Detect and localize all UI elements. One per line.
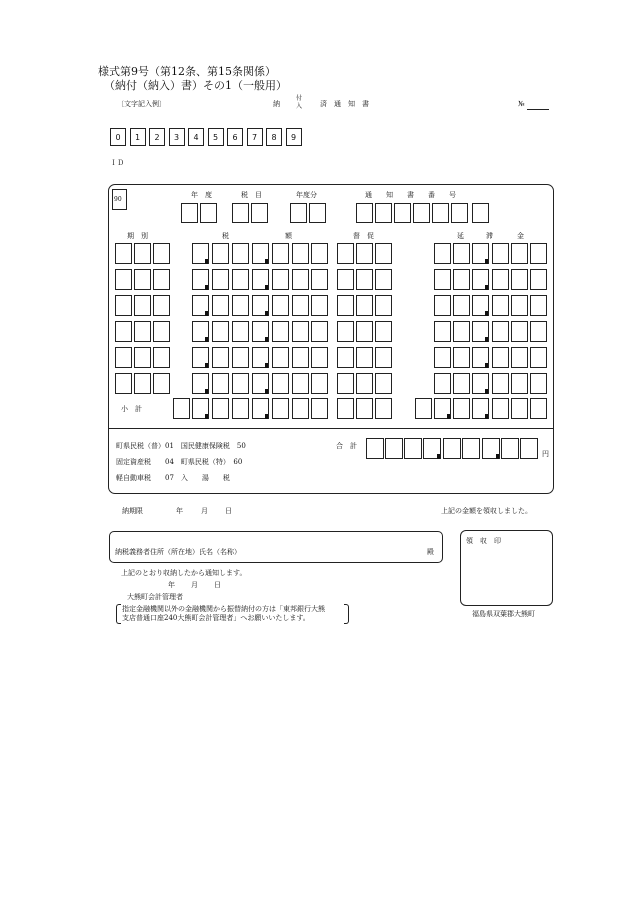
bracket-left — [116, 604, 121, 624]
total-cell[interactable] — [404, 438, 422, 459]
notice-title: 済 通 知 書 — [320, 100, 369, 108]
due-year: 年 — [176, 507, 183, 515]
subtotal-cell[interactable] — [530, 398, 547, 419]
grid-cell[interactable] — [472, 295, 489, 316]
subtotal-cell[interactable] — [232, 398, 249, 419]
grid-cell[interactable] — [252, 347, 269, 368]
grid-cell[interactable] — [356, 269, 373, 290]
grid-cell[interactable] — [252, 243, 269, 264]
form-divider — [108, 428, 554, 429]
total-cell[interactable] — [520, 438, 538, 459]
label-tax-amount-2: 額 — [285, 232, 292, 240]
grid-cell[interactable] — [511, 269, 528, 290]
grid-cell[interactable] — [453, 243, 470, 264]
top-entry-box[interactable] — [356, 203, 373, 223]
comma-marker — [496, 454, 499, 459]
notice-nou: 納 — [273, 100, 280, 108]
comma-marker — [205, 389, 208, 394]
grid-cell[interactable] — [212, 295, 229, 316]
number-underline — [527, 109, 549, 110]
tax-code-line-1: 町県民税（普）01 国民健康保険税 50 — [116, 442, 246, 450]
label-notice-number: 通 知 書 番 号 — [365, 191, 456, 199]
comma-marker — [485, 414, 488, 419]
grid-cell[interactable] — [434, 269, 451, 290]
total-cell[interactable] — [443, 438, 461, 459]
grid-cell[interactable] — [232, 321, 249, 342]
top-entry-box[interactable] — [413, 203, 430, 223]
grid-cell[interactable] — [134, 347, 151, 368]
grid-cell[interactable] — [530, 269, 547, 290]
grid-cell[interactable] — [434, 321, 451, 342]
comma-marker — [485, 311, 488, 316]
notice-text: 上記のとおり収納したから通知します。 — [121, 569, 247, 577]
grid-cell[interactable] — [232, 347, 249, 368]
total-cell[interactable] — [385, 438, 403, 459]
label-tax-item: 税 目 — [241, 191, 262, 199]
grid-cell[interactable] — [153, 347, 170, 368]
grid-cell[interactable] — [292, 321, 309, 342]
grid-cell[interactable] — [212, 243, 229, 264]
comma-marker — [265, 259, 268, 264]
grid-cell[interactable] — [212, 269, 229, 290]
comma-marker — [265, 285, 268, 290]
grid-cell[interactable] — [115, 243, 132, 264]
comma-marker — [485, 389, 488, 394]
grid-cell[interactable] — [153, 269, 170, 290]
due-day: 日 — [225, 507, 232, 515]
grid-cell[interactable] — [115, 321, 132, 342]
honorific: 殿 — [427, 548, 434, 556]
grid-cell[interactable] — [453, 347, 470, 368]
grid-cell[interactable] — [530, 295, 547, 316]
top-entry-box[interactable] — [394, 203, 411, 223]
total-cell[interactable] — [482, 438, 500, 459]
grid-cell[interactable] — [153, 295, 170, 316]
grid-cell[interactable] — [272, 347, 289, 368]
label-year-part: 年度分 — [296, 191, 317, 199]
digit-sample-box: 8 — [266, 128, 282, 146]
subtotal-cell[interactable] — [311, 398, 328, 419]
comma-marker — [205, 363, 208, 368]
grid-cell[interactable] — [434, 243, 451, 264]
grid-cell[interactable] — [212, 373, 229, 394]
total-label: 合 計 — [336, 442, 357, 450]
grid-cell[interactable] — [115, 347, 132, 368]
grid-cell[interactable] — [292, 347, 309, 368]
grid-cell[interactable] — [311, 243, 328, 264]
grid-cell[interactable] — [212, 321, 229, 342]
grid-cell[interactable] — [472, 269, 489, 290]
taxpayer-box — [109, 531, 443, 563]
total-cell[interactable] — [423, 438, 441, 459]
grid-cell[interactable] — [272, 321, 289, 342]
subtotal-cell[interactable] — [434, 398, 451, 419]
tax-code-line-3: 軽自動車税 07 入 湯 税 — [116, 474, 230, 482]
grid-cell[interactable] — [115, 373, 132, 394]
grid-cell[interactable] — [232, 243, 249, 264]
grid-cell[interactable] — [492, 347, 509, 368]
grid-cell[interactable] — [472, 347, 489, 368]
grid-cell[interactable] — [192, 243, 209, 264]
grid-cell[interactable] — [375, 373, 392, 394]
municipality: 福島県双葉郡大熊町 — [472, 610, 535, 618]
subtotal-cell[interactable] — [472, 398, 489, 419]
comma-marker — [205, 285, 208, 290]
grid-cell[interactable] — [252, 295, 269, 316]
due-month: 月 — [201, 507, 208, 515]
grid-cell[interactable] — [434, 295, 451, 316]
subtotal-cell[interactable] — [292, 398, 309, 419]
transfer-line-1: 指定金融機関以外の金融機関から振替納付の方は「東邦銀行大熊 — [122, 605, 325, 613]
grid-cell[interactable] — [492, 243, 509, 264]
grid-cell[interactable] — [356, 347, 373, 368]
grid-cell[interactable] — [337, 295, 354, 316]
comma-marker — [205, 311, 208, 316]
total-cell[interactable] — [366, 438, 384, 459]
grid-cell[interactable] — [356, 243, 373, 264]
grid-cell[interactable] — [192, 269, 209, 290]
subtotal-cell[interactable] — [453, 398, 470, 419]
grid-cell[interactable] — [292, 269, 309, 290]
digit-sample-box: 9 — [286, 128, 302, 146]
comma-marker — [265, 363, 268, 368]
grid-cell[interactable] — [530, 321, 547, 342]
comma-marker — [485, 363, 488, 368]
digit-sample-box: 2 — [149, 128, 165, 146]
subtotal-cell[interactable] — [212, 398, 229, 419]
grid-cell[interactable] — [472, 243, 489, 264]
notice-day: 日 — [214, 581, 221, 589]
top-entry-box[interactable] — [232, 203, 249, 223]
digit-sample-box: 3 — [169, 128, 185, 146]
grid-cell[interactable] — [252, 321, 269, 342]
comma-marker — [437, 454, 440, 459]
grid-cell[interactable] — [511, 321, 528, 342]
grid-cell[interactable] — [272, 295, 289, 316]
grid-cell[interactable] — [356, 373, 373, 394]
grid-cell[interactable] — [511, 373, 528, 394]
comma-marker — [265, 389, 268, 394]
grid-cell[interactable] — [337, 347, 354, 368]
subtotal-cell[interactable] — [375, 398, 392, 419]
top-entry-box[interactable] — [451, 203, 468, 223]
notice-month: 月 — [191, 581, 198, 589]
grid-cell[interactable] — [472, 373, 489, 394]
grid-cell[interactable] — [492, 269, 509, 290]
grid-cell[interactable] — [134, 373, 151, 394]
subtotal-cell[interactable] — [173, 398, 190, 419]
grid-cell[interactable] — [292, 243, 309, 264]
tax-code-line-2: 固定資産税 04 町県民税（特） 60 — [116, 458, 243, 466]
grid-cell[interactable] — [453, 373, 470, 394]
grid-cell[interactable] — [272, 373, 289, 394]
grid-cell[interactable] — [356, 295, 373, 316]
grid-cell[interactable] — [192, 321, 209, 342]
received-text: 上記の金額を領収しました。 — [441, 507, 532, 515]
digit-sample-box: 7 — [247, 128, 263, 146]
grid-cell[interactable] — [292, 295, 309, 316]
subtotal-cell[interactable] — [415, 398, 432, 419]
grid-cell[interactable] — [530, 243, 547, 264]
subtotal-cell[interactable] — [337, 398, 354, 419]
yen-label: 円 — [542, 450, 549, 458]
comma-marker — [447, 414, 450, 419]
subtotal-cell[interactable] — [252, 398, 269, 419]
grid-cell[interactable] — [492, 295, 509, 316]
subtotal-cell[interactable] — [492, 398, 509, 419]
grid-cell[interactable] — [434, 373, 451, 394]
comma-marker — [485, 285, 488, 290]
grid-cell[interactable] — [115, 295, 132, 316]
subtotal-cell[interactable] — [356, 398, 373, 419]
comma-marker — [205, 414, 208, 419]
label-late-fee-3: 金 — [517, 232, 524, 240]
total-cell[interactable] — [462, 438, 480, 459]
digit-sample-box: 5 — [208, 128, 224, 146]
total-cell[interactable] — [501, 438, 519, 459]
grid-cell[interactable] — [511, 347, 528, 368]
grid-cell[interactable] — [311, 269, 328, 290]
bracket-right — [344, 604, 349, 624]
subtotal-cell[interactable] — [511, 398, 528, 419]
digit-sample-box: 4 — [188, 128, 204, 146]
label-late-fee-2: 滞 — [486, 232, 493, 240]
grid-cell[interactable] — [375, 243, 392, 264]
grid-cell[interactable] — [492, 321, 509, 342]
grid-cell[interactable] — [530, 373, 547, 394]
grid-cell[interactable] — [434, 347, 451, 368]
comma-marker — [485, 337, 488, 342]
label-late-fee-1: 延 — [457, 232, 464, 240]
comma-marker — [265, 311, 268, 316]
grid-cell[interactable] — [356, 321, 373, 342]
notice-nyu: 入 — [296, 103, 303, 110]
grid-cell[interactable] — [375, 295, 392, 316]
sample-label: 〔文字記入例〕 — [117, 100, 166, 108]
comma-marker — [205, 337, 208, 342]
top-entry-box[interactable] — [251, 203, 268, 223]
grid-cell[interactable] — [453, 269, 470, 290]
grid-cell[interactable] — [511, 295, 528, 316]
label-period: 期 別 — [127, 232, 148, 240]
grid-cell[interactable] — [153, 373, 170, 394]
notice-fu: 付 — [296, 95, 303, 102]
grid-cell[interactable] — [337, 269, 354, 290]
grid-cell[interactable] — [232, 295, 249, 316]
grid-cell[interactable] — [292, 373, 309, 394]
subtotal-cell[interactable] — [272, 398, 289, 419]
grid-cell[interactable] — [375, 269, 392, 290]
form-subtitle: （納付（納入）書）その1（一般用） — [104, 79, 287, 92]
top-entry-box[interactable] — [375, 203, 392, 223]
grid-cell[interactable] — [252, 373, 269, 394]
grid-cell[interactable] — [472, 321, 489, 342]
grid-cell[interactable] — [134, 295, 151, 316]
transfer-line-2: 支店普通口座240大熊町会計管理者」へお願いいたします。 — [122, 614, 310, 622]
grid-cell[interactable] — [232, 269, 249, 290]
stamp-label: 領 収 印 — [466, 537, 501, 545]
grid-cell[interactable] — [311, 321, 328, 342]
grid-cell[interactable] — [375, 347, 392, 368]
label-year: 年 度 — [191, 191, 212, 199]
grid-cell[interactable] — [252, 269, 269, 290]
grid-cell[interactable] — [192, 347, 209, 368]
notice-year: 年 — [168, 581, 175, 589]
comma-marker — [265, 414, 268, 419]
id-label: ＩＤ — [110, 159, 124, 167]
top-entry-box[interactable] — [290, 203, 307, 223]
label-tax-amount-1: 税 — [222, 232, 229, 240]
top-entry-box[interactable] — [200, 203, 217, 223]
label-arrears: 督 促 — [353, 232, 374, 240]
comma-marker — [205, 259, 208, 264]
form-title: 様式第9号（第12条、第15条関係） — [98, 65, 276, 78]
grid-cell[interactable] — [134, 269, 151, 290]
grid-cell[interactable] — [153, 321, 170, 342]
subtotal-label: 小 計 — [121, 405, 142, 413]
grid-cell[interactable] — [115, 269, 132, 290]
grid-cell[interactable] — [530, 347, 547, 368]
grid-cell[interactable] — [311, 347, 328, 368]
due-date-label: 納期限 — [122, 507, 143, 515]
top-entry-box[interactable] — [432, 203, 449, 223]
grid-cell[interactable] — [337, 243, 354, 264]
grid-cell[interactable] — [272, 243, 289, 264]
grid-cell[interactable] — [192, 373, 209, 394]
grid-cell[interactable] — [511, 243, 528, 264]
top-entry-box[interactable] — [472, 203, 489, 223]
number-label: № — [518, 100, 525, 108]
grid-cell[interactable] — [212, 347, 229, 368]
grid-cell[interactable] — [311, 295, 328, 316]
grid-cell[interactable] — [375, 321, 392, 342]
grid-cell[interactable] — [453, 321, 470, 342]
digit-sample-box: 1 — [130, 128, 146, 146]
subtotal-cell[interactable] — [192, 398, 209, 419]
grid-cell[interactable] — [134, 243, 151, 264]
grid-cell[interactable] — [272, 269, 289, 290]
grid-cell[interactable] — [134, 321, 151, 342]
grid-cell[interactable] — [337, 321, 354, 342]
top-entry-box[interactable] — [181, 203, 198, 223]
grid-cell[interactable] — [153, 243, 170, 264]
grid-cell[interactable] — [337, 373, 354, 394]
treasurer: 大熊町会計管理者 — [127, 593, 183, 601]
grid-cell[interactable] — [232, 373, 249, 394]
digit-sample-box: 0 — [110, 128, 126, 146]
taxpayer-label: 納税義務者住所（所在地）氏名（名称） — [115, 548, 241, 556]
digit-sample-box: 6 — [227, 128, 243, 146]
grid-cell[interactable] — [453, 295, 470, 316]
grid-cell[interactable] — [311, 373, 328, 394]
comma-marker — [485, 259, 488, 264]
grid-cell[interactable] — [492, 373, 509, 394]
top-entry-box[interactable] — [309, 203, 326, 223]
grid-cell[interactable] — [192, 295, 209, 316]
form-code: 90 — [114, 196, 122, 203]
comma-marker — [265, 337, 268, 342]
